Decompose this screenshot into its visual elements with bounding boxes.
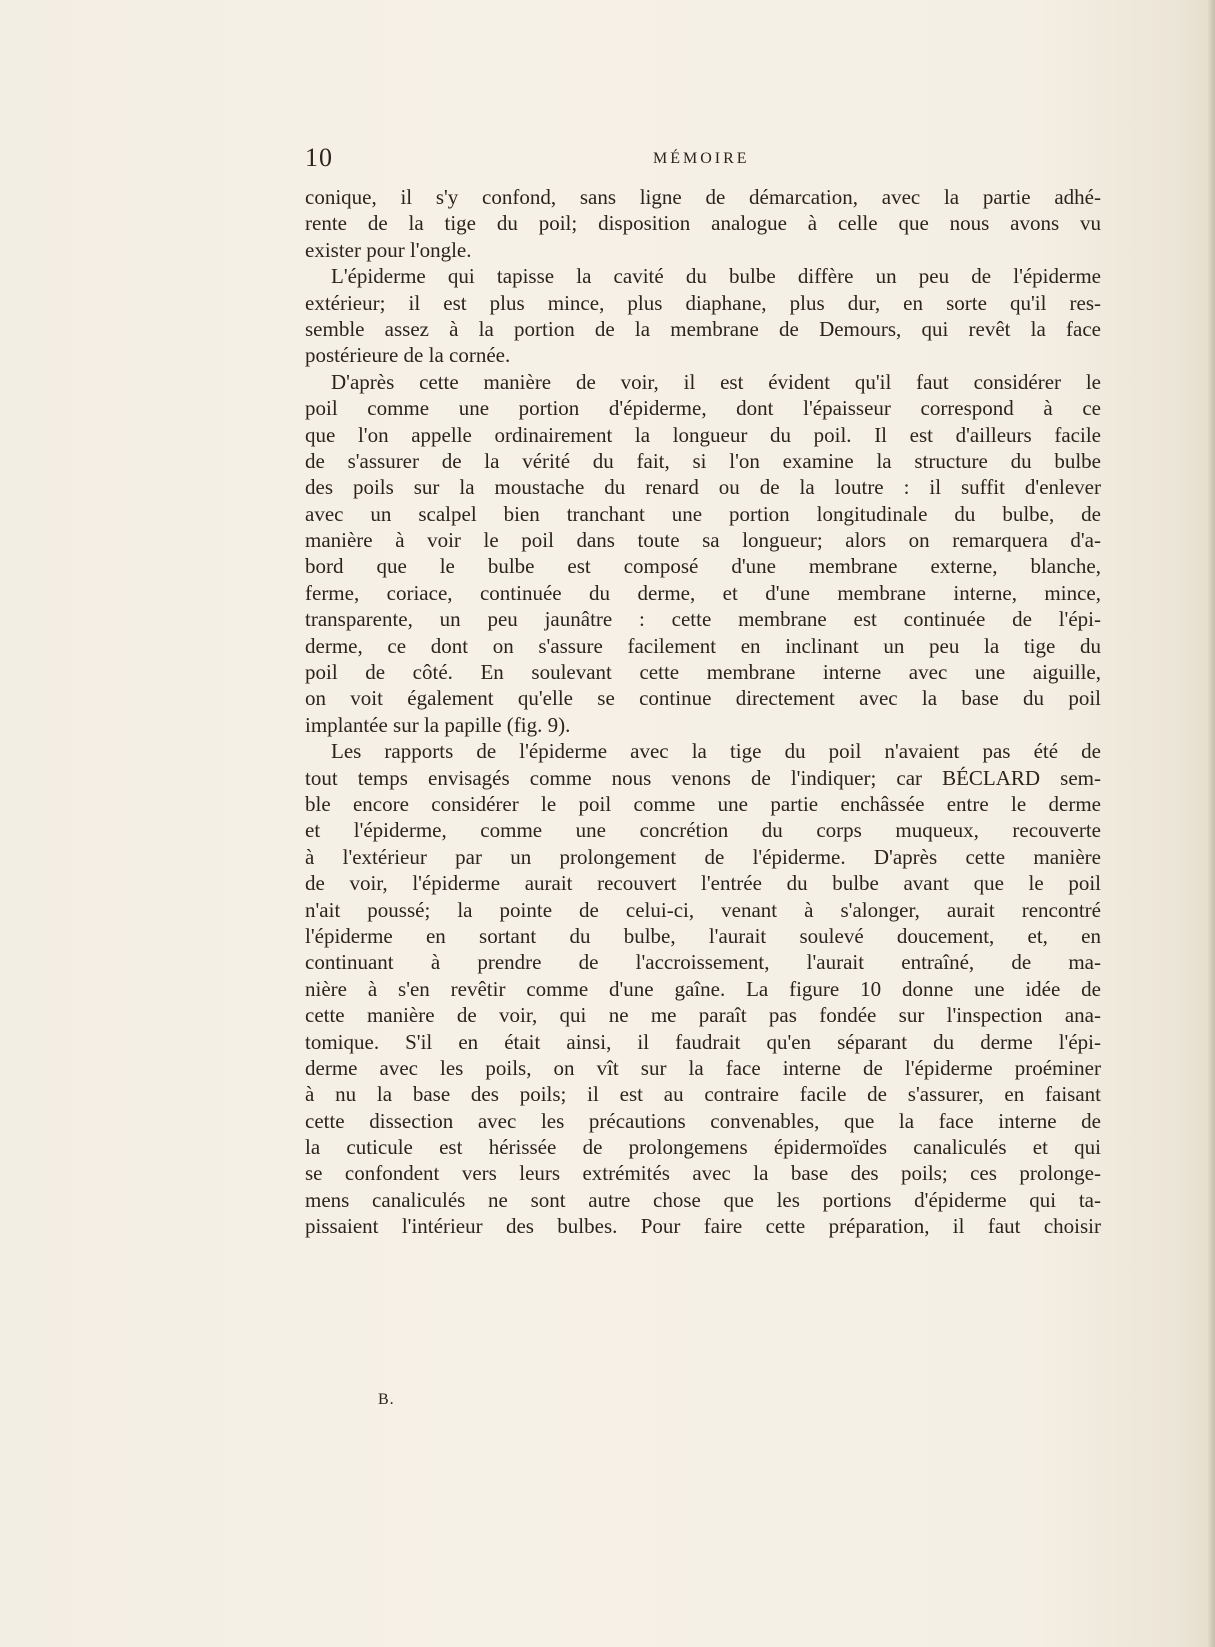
text-line: semble assez à la portion de la membrane de Demours, qui revêt la face — [305, 316, 1101, 341]
text-line: implantée sur la papille (fig. 9). — [305, 712, 571, 737]
text-line: de s'assurer de la vérité du fait, si l'on examine la structure du bulbe — [305, 448, 1101, 473]
text-line: tout temps envisagés comme nous venons de l'indiquer; car BÉCLARD sem- — [305, 765, 1101, 790]
text-line: poil comme une portion d'épiderme, dont l'épaisseur correspond à ce — [305, 396, 1101, 421]
page-edge-shadow — [1207, 0, 1215, 1647]
body-text — [305, 184, 1101, 1240]
text-line: transparente, un peu jaunâtre : cette membrane est continuée de l'épi- — [305, 607, 1101, 632]
text-line: manière à voir le poil dans toute sa longueur; alors on remarquera d'a- — [305, 528, 1101, 553]
text-line: rente de la tige du poil; disposition analogue à celle que nous avons vu — [305, 211, 1101, 236]
text-line: de voir, l'épiderme aurait recouvert l'entrée du bulbe avant que le poil — [305, 871, 1101, 896]
text-line: continuant à prendre de l'accroissement, l'aurait entraîné, de ma- — [305, 950, 1101, 975]
text-line: postérieure de la cornée. — [305, 343, 511, 368]
text-line: Les rapports de l'épiderme avec la tige du poil n'avaient pas été de — [331, 739, 1101, 764]
text-line: à l'extérieur par un prolongement de l'épiderme. D'après cette manière — [305, 844, 1101, 869]
text-line: des poils sur la moustache du renard ou de la loutre : il suffit d'enlever — [305, 475, 1101, 500]
text-line: cette dissection avec les précautions convenables, que la face interne de — [305, 1108, 1101, 1133]
text-line: conique, il s'y confond, sans ligne de démarcation, avec la partie adhé- — [305, 185, 1101, 209]
text-line: l'épiderme en sortant du bulbe, l'aurait soulevé doucement, et, en — [305, 923, 1101, 948]
text-line: ble encore considérer le poil comme une partie enchâssée entre le derme — [305, 791, 1101, 816]
text-line: derme, ce dont on s'assure facilement en inclinant un peu la tige du — [305, 633, 1101, 658]
page-header — [305, 143, 1105, 173]
signature-mark: B. — [378, 1391, 395, 1408]
page-number: 10 — [305, 143, 333, 172]
text-line: derme avec les poils, on vît sur la face interne de l'épiderme proéminer — [305, 1055, 1101, 1080]
text-line: pissaient l'intérieur des bulbes. Pour faire cette préparation, il faut choisir — [305, 1214, 1101, 1239]
text-line: poil de côté. En soulevant cette membrane interne avec une aiguille, — [305, 660, 1101, 685]
text-line: à nu la base des poils; il est au contraire facile de s'assurer, en faisant — [305, 1082, 1101, 1107]
text-line: extérieur; il est plus mince, plus diaphane, plus dur, en sorte qu'il res- — [305, 290, 1101, 315]
text-line: cette manière de voir, qui ne me paraît pas fondée sur l'inspection ana- — [305, 1003, 1101, 1028]
text-line: n'ait poussé; la pointe de celui-ci, venant à s'alonger, aurait rencontré — [305, 897, 1101, 922]
text-line: la cuticule est hérissée de prolongemens épidermoïdes canaliculés et qui — [305, 1135, 1101, 1160]
text-line: avec un scalpel bien tranchant une portion longitudinale du bulbe, de — [305, 501, 1101, 526]
text-line: on voit également qu'elle se continue directement avec la base du poil — [305, 686, 1101, 711]
text-line: L'épiderme qui tapisse la cavité du bulbe diffère un peu de l'épiderme — [331, 264, 1101, 289]
text-line: D'après cette manière de voir, il est évident qu'il faut considérer le — [331, 369, 1101, 394]
text-line: tomique. S'il en était ainsi, il faudrait qu'en séparant du derme l'épi- — [305, 1029, 1101, 1054]
text-line: mens canaliculés ne sont autre chose que les portions d'épiderme qui ta- — [305, 1187, 1101, 1212]
text-line: et l'épiderme, comme une concrétion du corps muqueux, recouverte — [305, 818, 1101, 843]
running-head: MÉMOIRE — [653, 150, 750, 167]
text-line: nière à s'en revêtir comme d'une gaîne. La figure 10 donne une idée de — [305, 976, 1101, 1001]
text-line: bord que le bulbe est composé d'une membrane externe, blanche, — [305, 554, 1101, 579]
text-line: ferme, coriace, continuée du derme, et d'une membrane interne, mince, — [305, 580, 1101, 605]
text-line: exister pour l'ongle. — [305, 237, 472, 262]
text-line: que l'on appelle ordinairement la longueur du poil. Il est d'ailleurs facile — [305, 422, 1101, 447]
text-line: se confondent vers leurs extrémités avec la base des poils; ces prolonge- — [305, 1161, 1101, 1186]
